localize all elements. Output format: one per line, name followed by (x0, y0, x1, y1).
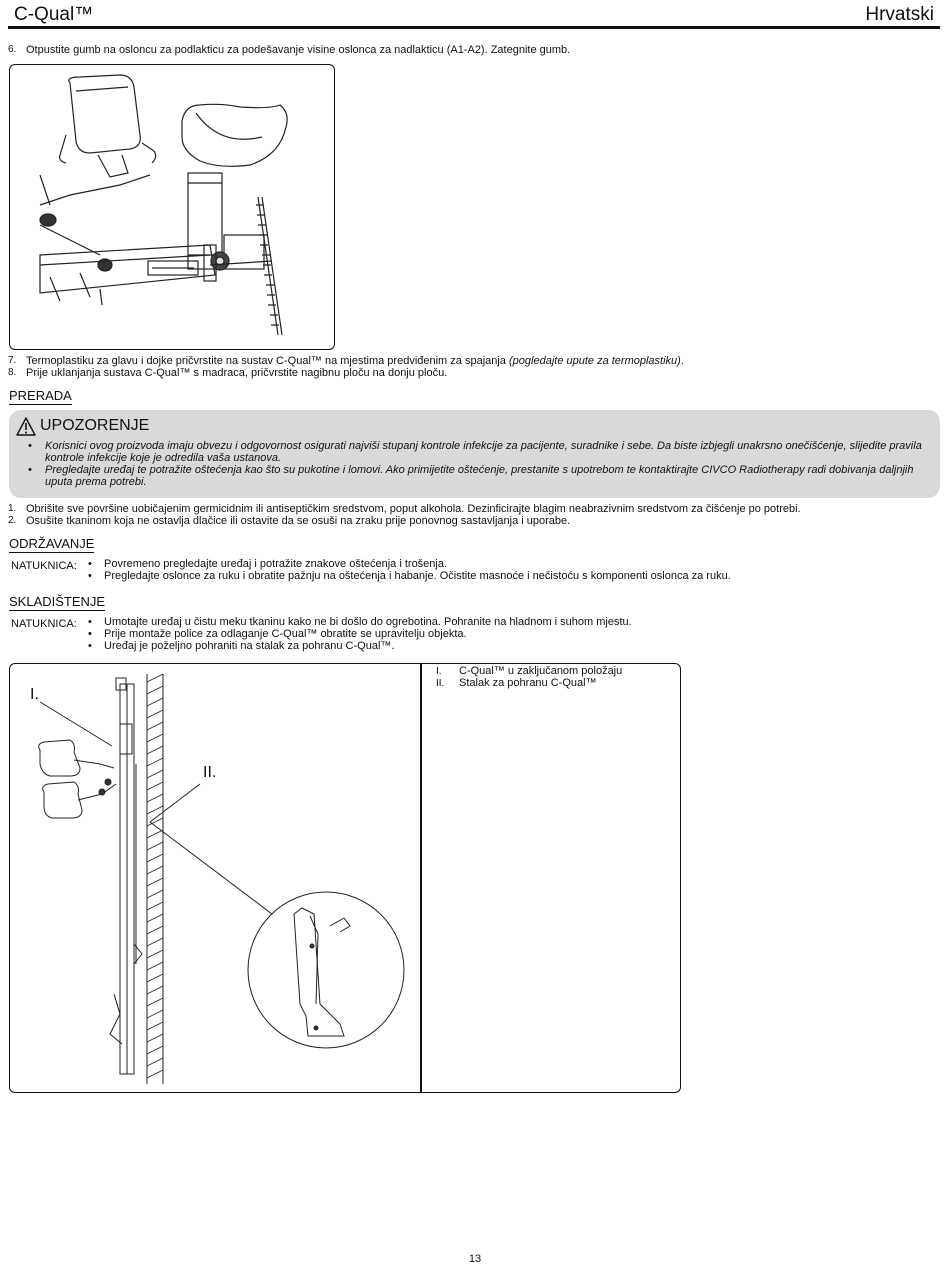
list-item: • Uređaj je poželjno pohraniti na stalak za pohranu C-Qual™. (88, 640, 395, 652)
figure-legend (436, 665, 622, 689)
step-text: Osušite tkaninom koja ne ostavlja dlačice ili ostavite da se osuši na zraku prije ponovnog sastavljanja i uporabe. (26, 515, 571, 527)
step-number: 1. (8, 503, 17, 514)
prerada-step-2 (8, 515, 570, 527)
step-text: Otpustite gumb na osloncu za podlakticu za podešavanje visine oslonca za nadlakticu (A1-A2). Zategnite gumb. (26, 44, 571, 56)
warning-item: • Pregledajte uređaj te potražite oštećenja kao što su pukotine i lomovi. Ako primijetite oštećenje, prestanite s upotrebom te kontaktirajte CIVCO Radiotherapy radi dobivanja daljnjih uputa prema potrebi. (28, 464, 923, 488)
note-list (88, 558, 731, 582)
warning-title: UPOZORENJE (40, 417, 150, 434)
warning-item-line: uputa prema potrebi. (45, 476, 147, 488)
header-rule (8, 26, 940, 29)
step-6 (8, 44, 570, 56)
document-title: C-Qual™ (14, 4, 94, 25)
warning-item-line: Korisnici ovog proizvoda imaju obvezu i odgovornost osigurati najviši stupanj kontrole infekcije za pacijente, suradnike i sebe. Da biste izbjegli unakrsno onečišćenje, slijedite pravila (45, 440, 922, 452)
step-text-end: . (680, 355, 684, 367)
warning-icon (16, 417, 36, 436)
note-label: NATUKNICA: (11, 560, 77, 572)
warning-item-line: Pregledajte uređaj te potražite oštećenja kao što su pukotine i lomovi. Ako primijetite oštećenje, prestanite s upotrebom te kontaktirajte CIVCO Radiotherapy radi dobivanja daljnjih (45, 464, 914, 476)
step-text: Prije uklanjanja sustava C-Qual™ s madraca, pričvrstite nagibnu ploču na donju ploču. (26, 367, 448, 379)
figure-divider (420, 664, 422, 1092)
step-number: 6. (8, 44, 17, 55)
list-item: • Prije montaže police za odlaganje C-Qual™ obratite se upravitelju objekta. (88, 628, 467, 640)
step-number: 7. (8, 355, 17, 366)
section-heading-prerada: PRERADA (9, 388, 72, 403)
step-number: 8. (8, 367, 17, 378)
storage-rack-illustration (10, 664, 419, 1090)
list-item: • Pregledajte oslonce za ruku i obratite pažnju na oštećenja i habanje. Očistite masnoće i nečistoću s komponenti oslonca za ruku. (88, 570, 731, 582)
figure-arm-support (9, 64, 335, 350)
page-number: 13 (468, 1253, 482, 1265)
list-item: • Povremeno pregledajte uređaj i potražite znakove oštećenja i trošenja. (88, 558, 448, 570)
step-text: Obrišite sve površine uobičajenim germicidnim ili antiseptičkim sredstvom, poput alkohola. Dezinficirajte blagim neabrazivnim sredstvom za čišćenje po potrebi. (26, 503, 801, 515)
note-list (88, 616, 632, 652)
step-8 (8, 367, 447, 379)
step-text-reference: (pogledajte upute za termoplastiku) (509, 355, 681, 367)
note-label: NATUKNICA: (11, 618, 77, 630)
legend-item: I. C-Qual™ u zaključanom položaju (436, 665, 623, 677)
prerada-step-1 (8, 503, 801, 515)
callout-label-two: II. (203, 764, 217, 781)
callout-label-one: I. (30, 686, 39, 703)
language-label: Hrvatski (865, 4, 934, 25)
warning-item: • Korisnici ovog proizvoda imaju obvezu i odgovornost osigurati najviši stupanj kontrole infekcije za pacijente, suradnike i sebe. Da biste izbjegli unakrsno onečišćenje, slijedite pravila kontrole infekcije koje je odredila vaša ustanova. (28, 440, 922, 464)
section-heading-skladistenje: SKLADIŠTENJE (9, 594, 106, 609)
arm-support-illustration (10, 65, 334, 349)
step-7 (8, 355, 684, 367)
section-heading-odrzavanje: ODRŽAVANJE (9, 536, 95, 551)
legend-item: II. Stalak za pohranu C-Qual™ (436, 677, 597, 689)
list-item: • Umotajte uređaj u čistu meku tkaninu kako ne bi došlo do ogrebotina. Pohranite na hladnom i suhom mjestu. (88, 616, 632, 628)
warning-item-line: kontrole infekcije koje je odredila vaša ustanova. (45, 452, 282, 464)
step-text: Termoplastiku za glavu i dojke pričvrstite na sustav C-Qual™ na mjestima predviđenim za spajanja (26, 355, 509, 367)
step-number: 2. (8, 515, 17, 526)
